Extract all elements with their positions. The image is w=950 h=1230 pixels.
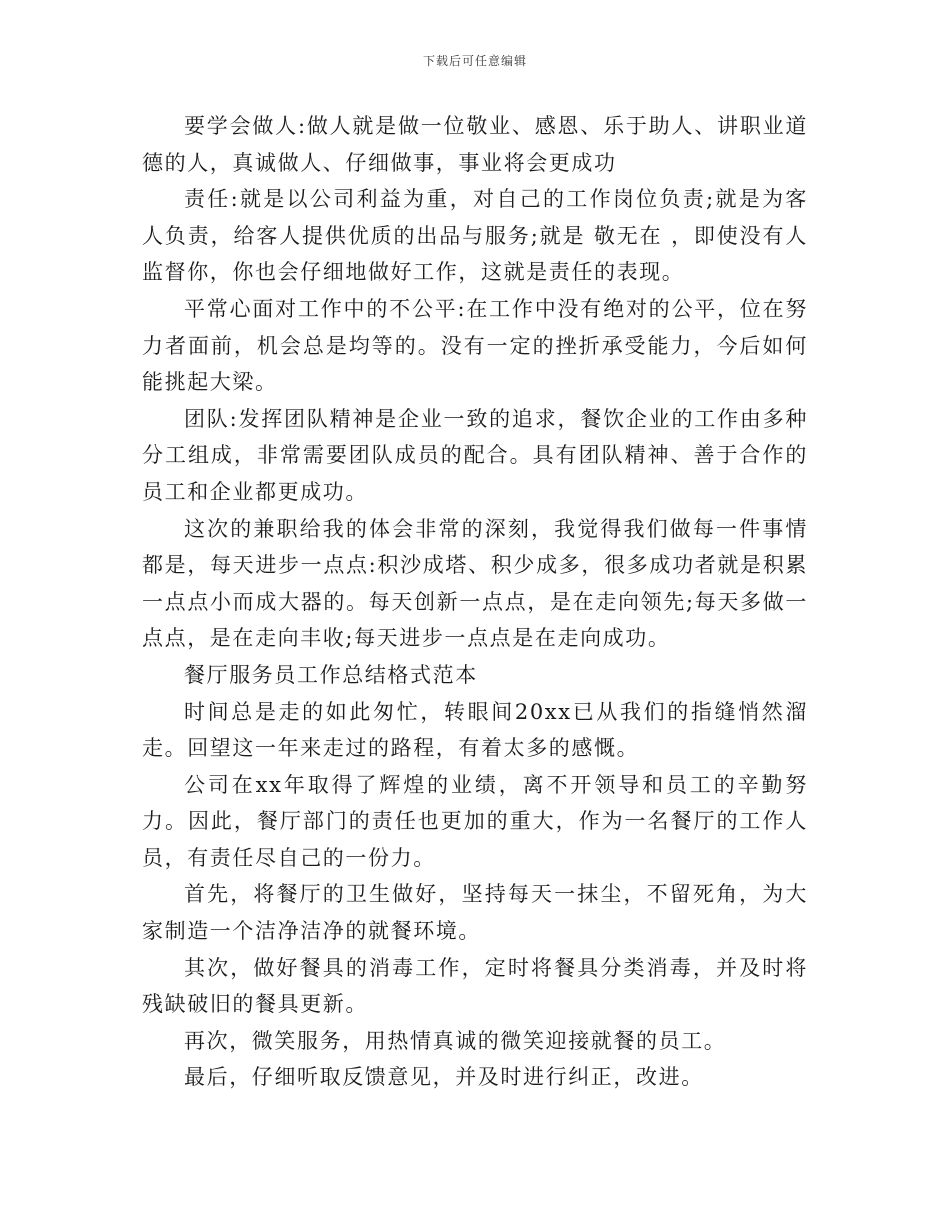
paragraph-learn-to-be-a-person: 要学会做人:做人就是做一位敬业、感恩、乐于助人、讲职业道德的人，真诚做人、仔细做事，事业将会更成功 bbox=[142, 114, 808, 175]
paragraph-time: 时间总是走的如此匆忙，转眼间20xx已从我们的指缝悄然溜走。回望这一年来走过的路程，有着太多的感慨。 bbox=[142, 699, 808, 761]
paragraph-third: 再次，微笑服务，用热情真诚的微笑迎接就餐的员工。 bbox=[184, 1028, 727, 1053]
paragraph-team: 团队:发挥团队精神是企业一致的追求，餐饮企业的工作由多种分工组成，非常需要团队成员的配合。具有团队精神、善于合作的员工和企业都更成功。 bbox=[142, 406, 808, 504]
paragraph-experience: 这次的兼职给我的体会非常的深刻，我觉得我们做每一件事情都是，每天进步一点点:积沙成塔、积少成多，很多成功者就是积累一点点小而成大器的。每天创新一点点，是在走向领先;每天多做一点点，是在走向丰收;每天进步一点点是在走向成功。 bbox=[142, 516, 808, 651]
section-title: 餐厅服务员工作总结格式范本 bbox=[184, 662, 478, 687]
document-body bbox=[142, 108, 808, 1096]
paragraph-responsibility: 责任:就是以公司利益为重，对自己的工作岗位负责;就是为客人负责，给客人提供优质的出品与服务;就是 敬无在 ，即使没有人监督你，你也会仔细地做好工作，这就是责任的表现。 bbox=[142, 187, 808, 285]
paragraph-second: 其次，做好餐具的消毒工作，定时将餐具分类消毒，并及时将残缺破旧的餐具更新。 bbox=[142, 955, 808, 1017]
paragraph-first: 首先，将餐厅的卫生做好，坚持每天一抹尘，不留死角，为大家制造一个洁净洁净的就餐环境。 bbox=[142, 882, 808, 944]
paragraph-company: 公司在xx年取得了辉煌的业绩，离不开领导和员工的辛勤努力。因此，餐厅部门的责任也更加的重大，作为一名餐厅的工作人员，有责任尽自己的一份力。 bbox=[142, 772, 808, 870]
paragraph-fairness: 平常心面对工作中的不公平:在工作中没有绝对的公平，位在努力者面前，机会总是均等的。没有一定的挫折承受能力，今后如何能挑起大梁。 bbox=[142, 296, 808, 395]
paragraph-last: 最后，仔细听取反馈意见，并及时进行纠正，改进。 bbox=[184, 1065, 704, 1090]
page-header: 下载后可任意编辑 bbox=[422, 54, 527, 68]
